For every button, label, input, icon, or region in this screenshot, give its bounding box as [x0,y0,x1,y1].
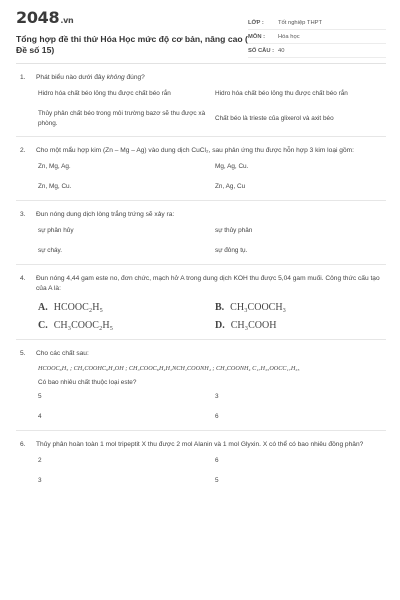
question-stem [16,349,386,359]
answer-option[interactable] [38,321,209,331]
document-meta [248,16,386,63]
option-letter: C. [38,320,48,332]
answer-option[interactable]: 2 [38,457,42,465]
question-1 [16,64,386,137]
question-3 [16,201,386,265]
meta-row-subject [248,30,386,44]
meta-value: 40 [278,47,285,54]
answer-option[interactable] [38,303,209,313]
question-text: Đun nóng 4,44 gam este no, đơn chức, mạch hở A trong dung dịch KOH thu được 5,04 gam muối. Công thức cấu tạo của A là: [36,275,380,292]
chemical-formula-list: HCOOC₆H₅ ; CH₃COOHC₆H₄OH ; CH₃COOC₆H₄H₂NCH₂COONH₄ ; CH₃COONH₄ C₁₇H₃₅OOCC₁₇H₃₅ [38,365,300,372]
question-text: Cho các chất sau: [36,350,89,357]
option-formula: CH₃COOC₂H₅ [53,320,114,332]
answer-option[interactable]: 6 [215,413,219,421]
header-left [16,10,248,63]
question-subtext: Có bao nhiêu chất thuộc loại este? [38,379,137,386]
answer-options [16,456,386,486]
meta-value: Tốt nghiệp THPT [278,19,323,26]
answer-option[interactable]: Zn, Mg, Cu. [38,183,72,191]
option-formula: CH₃COOCH₃ [230,302,287,314]
stem-emphasis: không [106,74,125,81]
question-2 [16,137,386,201]
option-formula: CH₃COOH [230,320,277,332]
answer-option[interactable]: sự thủy phân [215,227,253,235]
meta-label: LỚP : [248,19,264,26]
question-number: 2. [20,147,26,154]
question-stem [16,146,386,156]
meta-row-class [248,16,386,30]
meta-label: SỐ CÂU : [248,47,275,54]
question-number: 1. [20,74,26,81]
option-letter: D. [215,320,225,332]
document-title: Tổng hợp đề thi thử Hóa Học mức độ cơ bản, nâng cao ( Đề số 15) [16,34,248,55]
question-stem [16,210,386,220]
option-letter: B. [215,302,225,314]
answer-options [16,392,386,422]
answer-options [16,226,386,256]
question-number: 3. [20,211,26,218]
option-letter: A. [38,302,48,314]
question-stem [16,73,386,83]
answer-option[interactable]: 5 [38,393,42,401]
logo-main: 2048 [16,8,60,27]
meta-row-count [248,44,386,58]
question-number: 4. [20,275,26,282]
question-text: Cho một mẩu hợp kim (Zn – Mg – Ag) vào dung dịch CuCl₂, sau phản ứng thu được hỗn hợp 3 kim loại gồm: [36,147,354,154]
answer-options [16,162,386,192]
question-text [36,73,386,83]
question-text: Đun nóng dung dịch lòng trắng trứng sẽ xảy ra: [36,211,175,218]
answer-option[interactable]: sự phân hủy [38,227,74,235]
question-text: Thủy phân hoàn toàn 1 mol tripeptit X thu được 2 mol Alanin và 1 mol Glyxin. X có thể có bao nhiêu đồng phân? [36,441,364,448]
question-stem [16,440,386,450]
stem-part: đúng? [124,74,145,81]
question-5 [16,340,386,431]
meta-value: Hóa học [278,33,300,40]
answer-option[interactable]: Chất béo là trieste của glixerol và axit béo [215,114,334,122]
answer-option[interactable] [215,321,386,331]
answer-option[interactable]: 4 [38,413,42,421]
answer-option[interactable]: Mg, Ag, Cu. [215,163,249,171]
answer-option[interactable]: 3 [215,393,219,401]
question-4 [16,265,386,340]
answer-option[interactable]: Hidro hóa chất béo lỏng thu được chất béo rắn [215,90,348,98]
answer-option[interactable]: Zn, Ag, Cu [215,183,246,191]
answer-option[interactable]: Hidro hóa chất béo lỏng thu được chất béo rắn [38,90,171,98]
stem-part: Phát biểu nào dưới đây [36,74,107,81]
question-stem [16,274,386,294]
answer-option[interactable]: 3 [38,477,42,485]
document-header [16,0,386,64]
question-number: 5. [20,350,26,357]
answer-option[interactable]: 5 [215,477,219,485]
answer-option[interactable]: Zn, Mg, Ag. [38,163,71,171]
question-number: 6. [20,441,26,448]
answer-option[interactable] [215,303,386,313]
question-6 [16,431,386,494]
logo-tld: .vn [60,16,74,25]
option-formula: HCOOC₂H₅ [53,302,103,314]
answer-option[interactable]: sự cháy. [38,247,63,255]
answer-options [16,89,386,128]
answer-options [16,303,386,331]
answer-option[interactable]: Thủy phân chất béo trong môi trường bazơ sẽ thu được xà phòng. [38,110,206,127]
answer-option[interactable]: 6 [215,457,219,465]
meta-label: MÔN : [248,33,266,40]
answer-option[interactable]: sự đông tụ. [215,247,248,255]
site-logo[interactable] [16,10,248,29]
